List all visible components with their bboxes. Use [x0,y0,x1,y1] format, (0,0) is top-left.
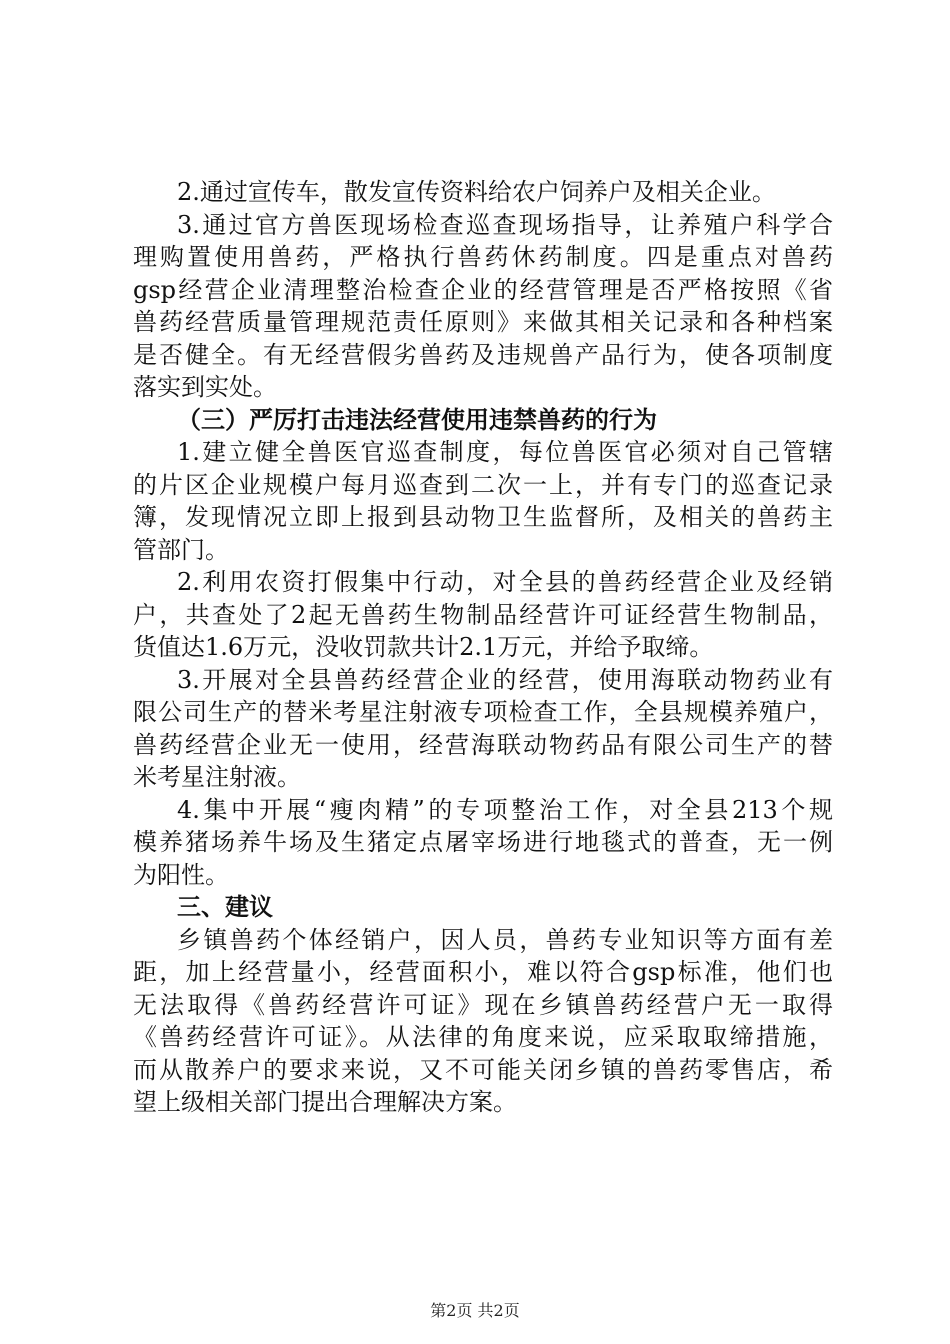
paragraph-line: 3.通过官方兽医现场检查巡查现场指导，让养殖户科学合 [177,210,833,239]
paragraph-line: 而从散养户的要求来说，又不可能关闭乡镇的兽药零售店，希 [133,1055,833,1084]
paragraph-line: 米考星注射液。 [133,763,301,791]
paragraph-line: 落实到实处。 [133,373,277,401]
paragraph-line: 《兽药经营许可证》。从法律的角度来说，应采取取缔措施， [133,1023,833,1051]
paragraph-line: 模养猪场养牛场及生猪定点屠宰场进行地毯式的普查，无一例 [133,828,833,856]
paragraph-line: 4.集中开展“瘦肉精”的专项整治工作，对全县213个规 [177,795,833,824]
paragraph-line: 望上级相关部门提出合理解决方案。 [133,1088,517,1116]
paragraph-line: 1.建立健全兽医官巡查制度，每位兽医官必须对自己管辖 [177,438,833,466]
paragraph-line: 限公司生产的替米考星注射液专项检查工作，全县规模养殖户， [133,698,833,726]
paragraph-line: 2.利用农资打假集中行动，对全县的兽药经营企业及经销 [177,568,833,596]
paragraph-line: 兽药经营质量管理规范责任原则》来做其相关记录和各种档案 [133,308,833,336]
paragraph-line: 兽药经营企业无一使用，经营海联动物药品有限公司生产的替 [133,730,833,759]
paragraph-line: 无法取得《兽药经营许可证》现在乡镇兽药经营户无一取得 [133,990,833,1019]
paragraph-line: gsp经营企业清理整治检查企业的经营管理是否严格按照《省 [133,275,833,304]
paragraph-line: 簿，发现情况立即上报到县动物卫生监督所，及相关的兽药主 [133,503,833,531]
paragraph-line: 3.开展对全县兽药经营企业的经营，使用海联动物药业有 [177,665,833,694]
chapter-heading: 三、建议 [177,893,273,921]
paragraph-line: 管部门。 [133,535,229,564]
paragraph-line: 的片区企业规模户每月巡查到二次一上，并有专门的巡查记录 [133,470,833,499]
paragraph-line: 户，共查处了2起无兽药生物制品经营许可证经营生物制品， [133,600,833,629]
paragraph-line: 距，加上经营量小，经营面积小，难以符合gsp标准，他们也 [133,958,833,986]
paragraph-line: 是否健全。有无经营假劣兽药及违规兽产品行为，使各项制度 [133,340,833,369]
paragraph-line: 乡镇兽药个体经销户，因人员，兽药专业知识等方面有差 [177,925,833,954]
paragraph-line: 货值达1.6万元，没收罚款共计2.1万元，并给予取缔。 [133,633,714,661]
paragraph-line: 2.通过宣传车，散发宣传资料给农户饲养户及相关企业。 [177,178,776,206]
paragraph-line: 理购置使用兽药，严格执行兽药休药制度。四是重点对兽药 [133,243,833,271]
document-body [133,176,833,1119]
paragraph-line: 为阳性。 [133,860,229,889]
section-heading: （三）严厉打击违法经营使用违禁兽药的行为 [177,405,657,434]
page-footer: 第2页 共2页 [430,1301,520,1320]
